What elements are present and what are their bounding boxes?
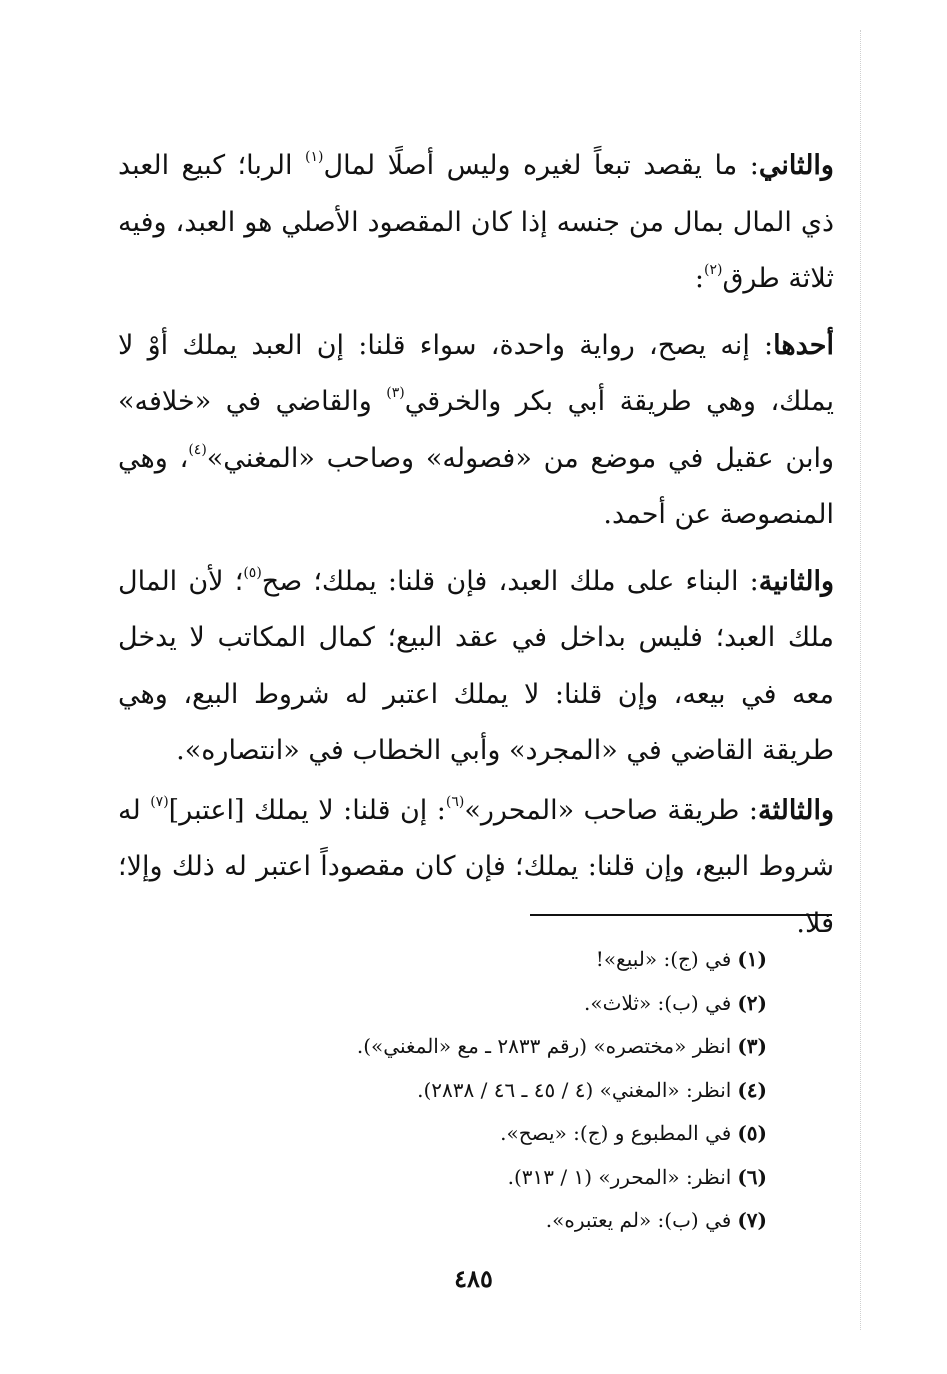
footnote-number: (٣) (737, 1034, 767, 1058)
footnote-text: انظر: «المغني» (٤ / ٤٥ ـ ٤٦ / ٢٨٣٨). (417, 1077, 732, 1102)
footnote-ref: (٣) (386, 385, 405, 401)
footnote-number: (١) (737, 947, 767, 971)
page-number: ٤٨٥ (454, 1264, 493, 1293)
paragraph-lead: والثاني (758, 150, 834, 181)
footnote-item (167, 1112, 767, 1156)
text-segment: : طريقة صاحب «المحرر» (464, 794, 758, 826)
footnote-text: في (ب): «لم يعتبره». (545, 1208, 732, 1232)
footnote-text: في (ب): «ثلاث». (584, 990, 732, 1015)
footnote-item (167, 1069, 767, 1113)
paragraph-second-category (118, 138, 834, 308)
paragraph-lead: والثالثة (758, 794, 834, 826)
footnote-ref: (٤) (188, 441, 207, 458)
text-segment: : ما يقصد تبعاً لغيره وليس أصلًا لمال (323, 150, 759, 181)
footnote-number: (٢) (737, 990, 767, 1015)
paragraph-lead: أحدها (773, 329, 834, 361)
footnote-number: (٥) (737, 1121, 767, 1145)
footnote-ref: (٧) (150, 793, 169, 810)
footnote-text: انظر: «المحرر» (١ / ٣١٣). (507, 1164, 732, 1189)
text-segment: ؛ لأن المال ملك العبد؛ فليس بداخل في عقد البيع؛ كمال المكاتب لا يدخل معه في بيعه، وإن قلنا: لا يملك اعتبر له شروط البيع، وهي طريقة القاضي في «المجرد» وأبي الخطاب في «انتصاره». (118, 565, 834, 766)
footnote-number: (٤) (737, 1077, 767, 1102)
text-segment: والقاضي في «خلافه» وابن عقيل في موضع من «فصوله» وصاحب «المغني» (118, 386, 835, 474)
paragraph-lead: والثانية (758, 565, 834, 597)
footnote-ref: (١) (305, 149, 324, 165)
text-segment: : (694, 263, 704, 294)
text-segment: : البناء على ملك العبد، فإن قلنا: يملك؛ صح (261, 565, 759, 597)
main-text (118, 138, 834, 952)
footnote-item (167, 938, 767, 982)
page-edge-dotted-line (860, 30, 861, 1330)
footnote-item (167, 1156, 767, 1200)
text-segment: : إن قلنا: لا يملك [اعتبر] (168, 794, 446, 826)
text-segment: ، وهي المنصوصة عن أحمد. (118, 442, 834, 530)
footnote-number: (٦) (737, 1164, 767, 1189)
footnote-ref: (٢) (703, 262, 723, 278)
footnote-item (167, 1199, 767, 1243)
footnote-separator (530, 914, 832, 916)
footnote-item (167, 1025, 767, 1069)
footnote-item (167, 982, 767, 1026)
paragraph-second-method (118, 554, 834, 780)
footnote-text: في المطبوع و (ج): «يصح». (500, 1121, 732, 1145)
text-segment: الربا؛ كبيع العبد ذي المال بمال من جنسه إذا كان المقصود الأصلي هو العبد، وفيه ثلاثة طرق (118, 150, 834, 294)
text-segment: : إنه يصح، رواية واحدة، سواء قلنا: إن العبد يملك أوْ لا يملك، وهي طريقة أبي بكر والخرقي (118, 329, 835, 417)
footnote-ref: (٥) (243, 564, 262, 581)
footnote-text: انظر «مختصره» (رقم ٢٨٣٣ ـ مع «المغني»). (356, 1034, 732, 1058)
paragraph-first-method (118, 318, 834, 544)
footnote-number: (٧) (737, 1208, 767, 1232)
footnote-text: في (ج): «لبيع»! (595, 947, 732, 971)
footnotes-list (167, 938, 767, 1243)
text-segment: له شروط البيع، وإن قلنا: يملك؛ فإن كان مقصوداً اعتبر له ذلك وإلا؛ فلا. (118, 794, 834, 939)
footnote-ref: (٦) (445, 793, 465, 810)
paragraph-third-method (118, 783, 834, 953)
